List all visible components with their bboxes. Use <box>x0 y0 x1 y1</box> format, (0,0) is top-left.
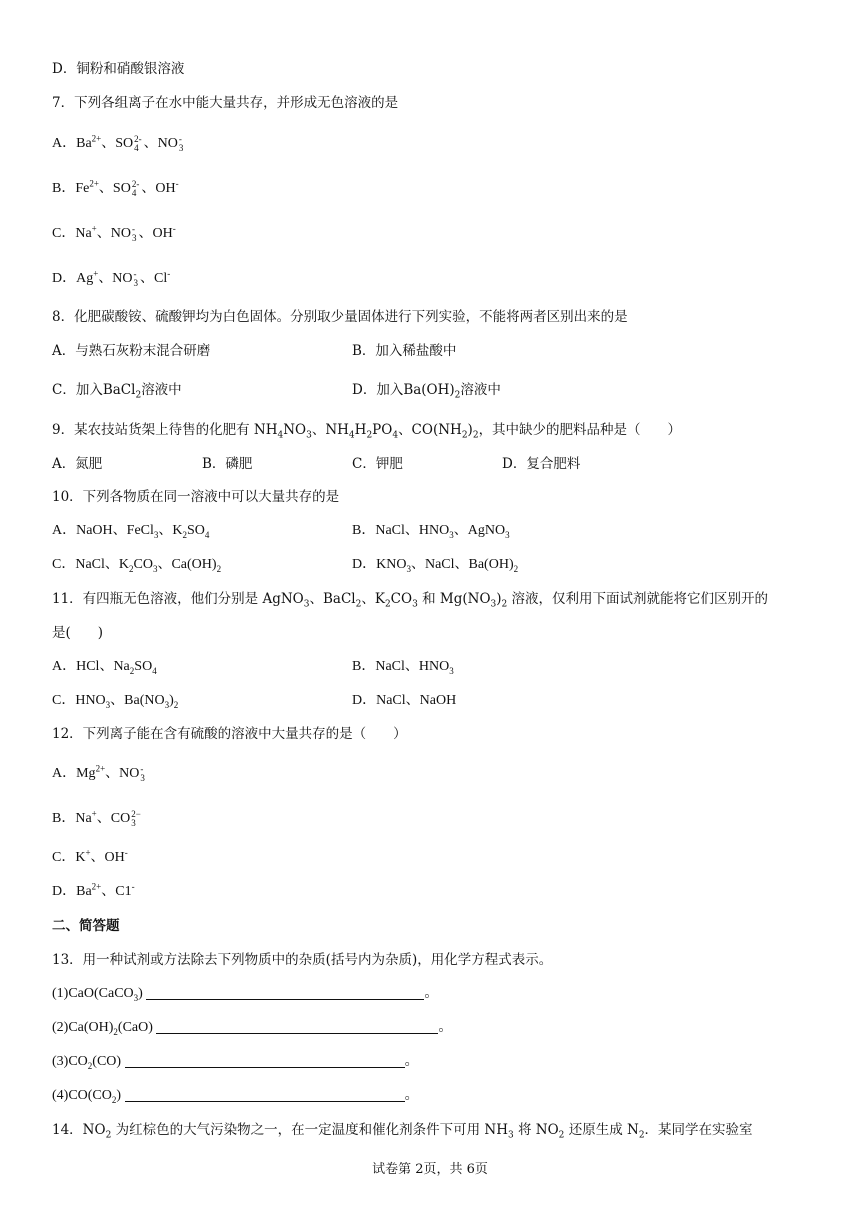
answer-blank[interactable] <box>156 1019 438 1034</box>
q13-part-4: $(4)CO(CO_2)$ 。 <box>52 1088 419 1105</box>
q8-stem: 8．化肥碳酸铵、硫酸钾均为白色固体。分别取少量固体进行下列实验，不能将两者区别出来的是 <box>52 309 628 325</box>
q13-part-2: $(2)Ca(OH)_2(CaO)$ 。 <box>52 1020 453 1037</box>
q8-option-c: C．加入BaCl$_2$溶液中 <box>52 382 182 401</box>
q7-option-b: B．$Fe^{2+}$、SO 2- 4 、OH- <box>52 178 179 198</box>
q11-stem-cont: 是( ) <box>52 625 104 641</box>
q10-option-c: C．NaCl、$K_2CO_3$、$Ca(OH)_2$ <box>52 557 222 574</box>
q13-part-3: $(3)CO_2(CO)$ 。 <box>52 1054 419 1071</box>
q8-option-d: D．加入$Ba(OH)_2$溶液中 <box>352 382 501 401</box>
q10-stem: 10．下列各物质在同一溶液中可以大量共存的是 <box>52 489 340 505</box>
section-heading: 二、简答题 <box>52 918 120 934</box>
q12-option-d: D．$Ba^{2+}$、C1- <box>52 881 135 899</box>
answer-blank[interactable] <box>125 1087 405 1102</box>
q7-stem: 7．下列各组离子在水中能大量共存，并形成无色溶液的是 <box>52 95 399 111</box>
q9-option-b: B．磷肥 <box>202 456 253 472</box>
q14-stem: 14．$NO_2$ 为红棕色的大气污染物之一，在一定温度和催化剂条件下可用 $NH_3$ 将 $NO_2$ 还原生成 $N_2$．某同学在实验室 <box>52 1122 753 1141</box>
q6-option-d: D．铜粉和硝酸银溶液 <box>52 61 185 77</box>
q11-option-d: D．NaCl、NaOH <box>352 693 457 708</box>
answer-blank[interactable] <box>125 1053 405 1068</box>
q7-option-d: D．Ag+、NO - 3 、Cl- <box>52 268 171 288</box>
q7-option-c: C．Na+、NO - 3 、OH- <box>52 223 176 243</box>
q12-option-c: C．K+、OH- <box>52 847 128 865</box>
q11-option-c: C．$HNO_3$、$Ba(NO_3)_2$ <box>52 693 179 710</box>
q10-option-d: D．$KNO_3$、NaCl、$Ba(OH)_2$ <box>352 557 519 574</box>
q13-part-1: (1)CaO(CaCO$_3$) 。 <box>52 986 439 1003</box>
q12-stem: 12．下列离子能在含有硫酸的溶液中大量共存的是（ ） <box>52 726 407 742</box>
q11-stem: 11．有四瓶无色溶液，他们分别是 AgNO$_3$、BaCl$_2$、$K_2CO_3$ 和 $Mg(NO_3)_2$ 溶液，仅利用下面试剂就能将它们区别开的 <box>52 591 769 610</box>
q8-option-b: B．加入稀盐酸中 <box>352 343 457 359</box>
q9-option-c: C．钾肥 <box>352 456 403 472</box>
q9-option-a: A．氮肥 <box>52 456 103 472</box>
q10-option-b: B．NaCl、$HNO_3$、AgNO$_3$ <box>352 523 510 540</box>
q11-option-a: A．HCl、$Na_2SO_4$ <box>52 659 157 676</box>
q12-option-a: A．$Mg^{2+}$、NO - 3 <box>52 763 145 783</box>
answer-blank[interactable] <box>146 985 424 1000</box>
q11-option-b: B．NaCl、$HNO_3$ <box>352 659 454 676</box>
q9-stem: 9．某农技站货架上待售的化肥有 $NH_4NO_3$、$NH_4H_2PO_4$、$CO(NH_2)_2$，其中缺少的肥料品种是（ ） <box>52 422 682 441</box>
q10-option-a: A．NaOH、FeCl$_3$、$K_2SO_4$ <box>52 523 210 540</box>
q13-stem: 13．用一种试剂或方法除去下列物质中的杂质(括号内为杂质)，用化学方程式表示。 <box>52 952 553 968</box>
q9-option-d: D．复合肥料 <box>502 456 581 472</box>
q12-option-b: B．Na+、CO 2− 3 <box>52 808 141 828</box>
page-footer: 试卷第 2页，共 6页 <box>372 1162 488 1177</box>
q7-option-a: A．$Ba^{2+}$、SO 2- 4 、NO - 3 <box>52 133 184 153</box>
q8-option-a: A．与熟石灰粉末混合研磨 <box>52 343 211 359</box>
